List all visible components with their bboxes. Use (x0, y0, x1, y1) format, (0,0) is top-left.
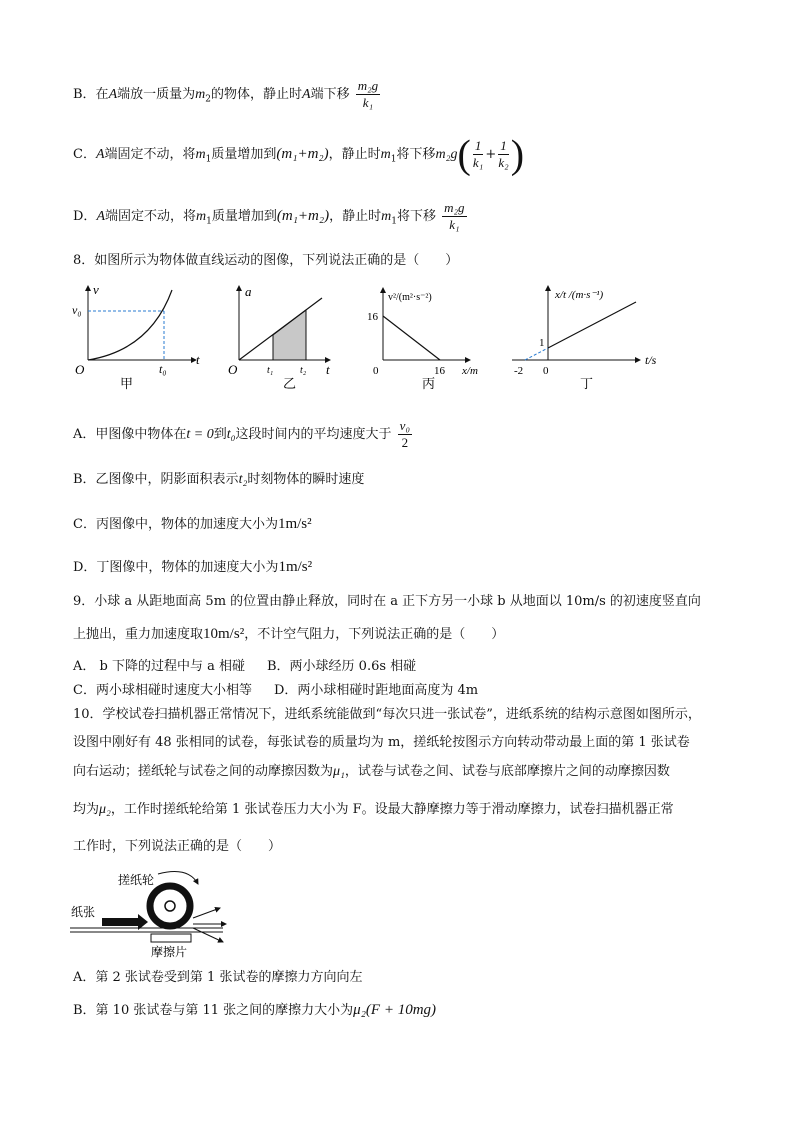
q7-option-d: D．A端固定不动，将$m_1$质量增加到(m₁+m₂)，静止时$m_1$将下移 $\frac{\text{m₂g}}{\text{k₁}}$ (73, 200, 465, 232)
svg-text:a: a (245, 284, 252, 299)
svg-text:O: O (228, 362, 238, 377)
fraction-m2g-over-k1: $\frac{\text{m₂g}}{\text{k₁}}$ (357, 78, 379, 110)
q9-options-row1: A． b 下降的过程中与 a 相碰 B．两小球经历 0.6s 相碰 (73, 659, 417, 674)
svg-text:t: t (326, 362, 330, 377)
q9-stem-line2: 上抛出，重力加速度取10m/s²，不计空气阻力，下列说法正确的是（ ） (73, 626, 505, 642)
svg-text:乙: 乙 (283, 376, 297, 391)
q10-figure (68, 866, 268, 961)
q7-option-b: B．在A端放一质量为$m_2$的物体，静止时A端下移 $\frac{\text{m₂g}}{\text{k₁}}$ (73, 78, 379, 110)
friction-pad (151, 934, 191, 942)
q8-option-c: C．丙图像中，物体的加速度大小为1m/s² (73, 516, 312, 532)
svg-text:O: O (75, 362, 85, 377)
feed-wheel (150, 886, 190, 926)
q10-option-b: B．第 10 张试卷与第 11 张之间的摩擦力大小为μ₂(F + 10mg) (73, 1002, 437, 1018)
curve-jia (88, 290, 172, 360)
q10-stem-line5: 工作时，下列说法正确的是（ ） (73, 839, 282, 854)
svg-text:v²/(m²·s⁻²): v²/(m²·s⁻²) (388, 292, 432, 303)
q10-option-a: A．第 2 张试卷受到第 1 张试卷的摩擦力方向向左 (73, 970, 363, 985)
svg-text:t₁: t₁ (267, 365, 274, 376)
q10-stem-line2: 设图中刚好有 48 张相同的试卷，每张试卷的质量均为 m，搓纸轮按图示方向转动带动最上面的第 1 张试卷 (73, 735, 690, 750)
rotation-arrow (158, 872, 198, 884)
graph-yi (228, 284, 330, 391)
svg-text:摩擦片: 摩擦片 (151, 945, 188, 959)
svg-text:t/s: t/s (645, 353, 657, 367)
svg-text:-2: -2 (514, 365, 524, 377)
svg-text:16: 16 (434, 365, 445, 377)
q8-option-d: D．丁图像中，物体的加速度大小为1m/s² (73, 559, 313, 575)
q8-stem: 8．如图所示为物体做直线运动的图像，下列说法正确的是（ ） (73, 253, 459, 268)
svg-text:搓纸轮: 搓纸轮 (118, 873, 155, 887)
svg-text:v: v (93, 282, 99, 297)
q8-graphs (0, 280, 794, 400)
svg-text:t₂: t₂ (300, 365, 307, 376)
q9-stem-line1: 9．小球 a 从距地面高 5m 的位置由静止释放，同时在 a 正下方另一小球 b 从地面以 10m/s 的初速度竖直向 (73, 594, 701, 609)
svg-text:0: 0 (543, 365, 549, 377)
svg-text:t: t (196, 352, 200, 367)
q9-options-row2: C．两小球相碰时速度大小相等 D．两小球相碰时距地面高度为 4m (73, 683, 479, 698)
q7-option-c: C．A端固定不动，将$m_1$质量增加到(m₁+m₂)，静止时$m_1$将下移m₂g( $\frac{1}{\text{k₁}}$ + $\frac{1}{\text{k₂}}$ ) (73, 131, 525, 177)
graph-jia (72, 282, 200, 391)
svg-text:纸张: 纸张 (71, 905, 96, 919)
shaded-area (273, 310, 306, 360)
svg-text:0: 0 (373, 365, 379, 377)
line-bing (383, 316, 440, 360)
svg-text:甲: 甲 (120, 376, 134, 391)
svg-text:x/m: x/m (462, 365, 478, 377)
q8-option-b: B．乙图像中，阴影面积表示t₂时刻物体的瞬时速度 (73, 472, 365, 487)
svg-text:16: 16 (367, 311, 378, 323)
q10-stem-line3: 向右运动；搓纸轮与试卷之间的动摩擦因数为μ₁，试卷与试卷之间、试卷与底部摩擦片之间的动摩擦因数 (73, 764, 670, 779)
svg-text:丙: 丙 (422, 376, 436, 391)
svg-text:x/t /(m·s⁻¹): x/t /(m·s⁻¹) (555, 289, 604, 301)
q10-stem-line4: 均为μ₂，工作时搓纸轮给第 1 张试卷压力大小为 F。设最大静摩擦力等于滑动摩擦力，试卷扫描机器正常 (73, 802, 674, 817)
svg-text:丁: 丁 (580, 376, 594, 391)
graph-bing (367, 288, 478, 391)
q10-stem-line1: 10．学校试卷扫描机器正常情况下，进纸系统能做到“每次只进一张试卷”，进纸系统的结构示意图如图所示， (73, 707, 701, 722)
svg-text:v₀: v₀ (72, 303, 82, 317)
line-ding (548, 302, 636, 348)
graph-ding (512, 286, 657, 391)
svg-text:1: 1 (539, 337, 545, 349)
svg-text:t₀: t₀ (159, 362, 167, 376)
q8-option-a: A．甲图像中物体在t = 0到t₀这段时间内的平均速度大于 $\frac{\text{v₀}}{2}$ (73, 418, 410, 450)
